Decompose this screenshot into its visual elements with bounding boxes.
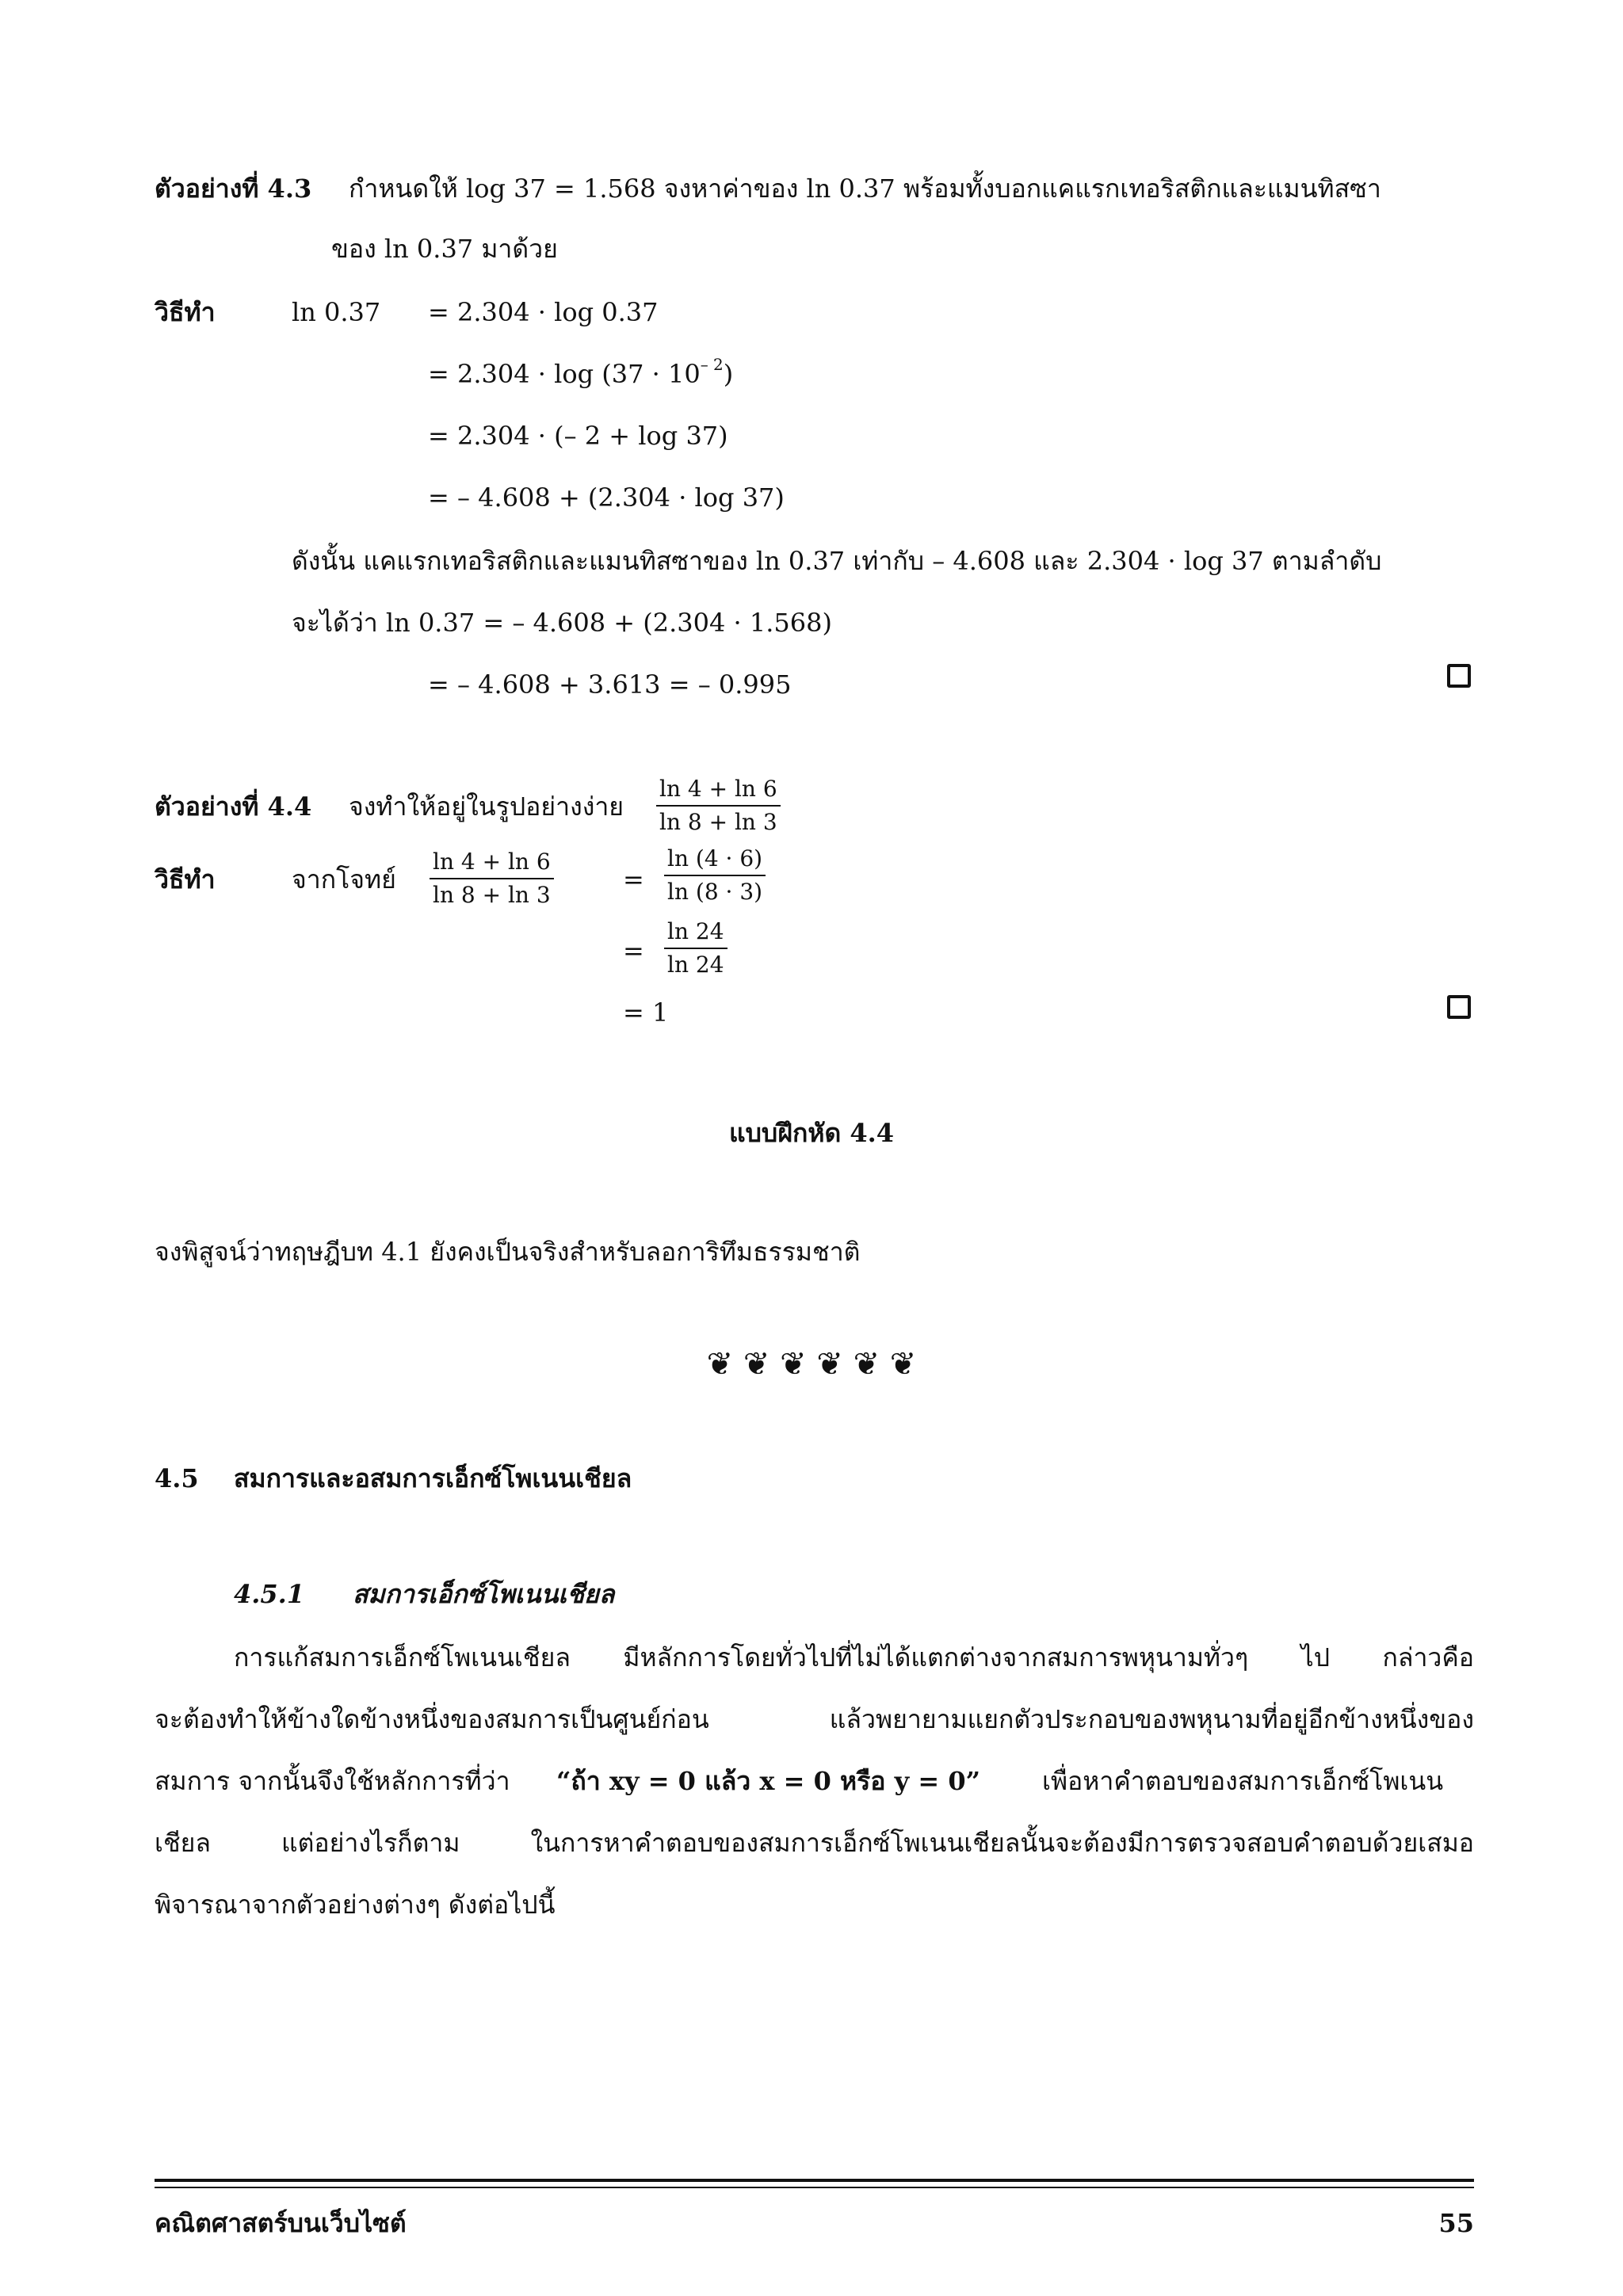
example-4-3-solution-label: วิธีทำ [155,297,216,327]
example-4-4-step1-fraction [664,845,766,905]
exercise-text: จงพิสูจน์ว่าทฤษฎีบท 4.1 ยังคงเป็นจริงสำหรับลอการิทึมธรรมชาติ [155,1237,861,1267]
example-4-3-statement-line1: กำหนดให้ log 37 = 1.568 จงหาค่าของ ln 0.37 พร้อมทั้งบอกแคแรกเทอริสติกและแมนทิสซา [349,174,1381,204]
example-4-3-step3: = 2.304 · (– 2 + log 37) [428,421,728,451]
example-4-4-from-text: จากโจทย์ [292,864,396,894]
example-4-3-conclusion: ดังนั้น แคแรกเทอริสติกและแมนทิสซาของ ln 0.37 เท่ากับ – 4.608 และ 2.304 · log 37 ตามลำดับ [292,546,1382,576]
qed-box-icon [1447,664,1471,688]
example-4-3-result-line1: จะได้ว่า ln 0.37 = – 4.608 + (2.304 · 1.568) [292,608,832,638]
example-4-3-statement-line2: ของ ln 0.37 มาด้วย [331,234,558,264]
example-4-3-result-line2: = – 4.608 + 3.613 = – 0.995 [428,669,792,700]
footer-rule-thick [155,2179,1474,2182]
page-number: 55 [1438,2208,1474,2238]
subsection-number: 4.5.1 [234,1579,305,1609]
ornament-divider: ❦ ❦ ❦ ❦ ❦ ❦ [706,1346,917,1383]
fraction-denominator: ln 8 + ln 3 [659,809,777,835]
step2-exponent: – 2 [700,355,724,374]
given-denominator: ln 8 + ln 3 [433,882,551,908]
section-number: 4.5 [155,1463,199,1493]
example-4-3-lhs: ln 0.37 [292,297,381,327]
qed-box-icon [1447,995,1471,1019]
paragraph-line-3c: เพื่อหาคำตอบของสมการเอ็กซ์โพเนน [1042,1766,1444,1796]
example-4-4-step2-fraction [664,918,727,978]
section-title: สมการและอสมการเอ็กซ์โพเนนเชียล [234,1463,632,1493]
step2-denominator: ln 24 [667,952,724,978]
step2-base: = 2.304 · log (37 · 10 [428,359,701,389]
example-4-4-title: ตัวอย่างที่ 4.4 [155,791,312,822]
example-4-4-equals-1: = [623,864,644,894]
example-4-4-equals-2: = [623,936,644,966]
step2-close: ) [723,359,734,389]
subsection-title: สมการเอ็กซ์โพเนนเชียล [353,1579,615,1609]
step2-numerator: ln 24 [664,921,727,949]
paragraph-line-1: การแก้สมการเอ็กซ์โพเนนเชียล มีหลักการโดยทั่วไปที่ไม่ได้แตกต่างจากสมการพหุนามทั่วๆ ไป กล่าวคือ [234,1642,1474,1672]
example-4-4-step3: = 1 [623,997,669,1028]
example-4-4-given-fraction [430,851,554,906]
step1-numerator: ln (4 · 6) [664,848,766,876]
paragraph-line-3a: สมการ จากนั้นจึงใช้หลักการที่ว่า [155,1766,510,1796]
step1-denominator: ln (8 · 3) [667,879,763,905]
example-4-3-step2 [428,355,734,389]
paragraph-line-3-rule: “ถ้า xy = 0 แล้ว x = 0 หรือ y = 0” [556,1766,980,1796]
given-numerator: ln 4 + ln 6 [430,851,554,879]
example-4-3-title: ตัวอย่างที่ 4.3 [155,174,312,204]
example-4-4-fraction [656,778,781,833]
example-4-3-step4: = – 4.608 + (2.304 · log 37) [428,482,785,513]
footer-title: คณิตศาสตร์บนเว็บไซต์ [155,2208,407,2238]
paragraph-line-4: เชียล แต่อย่างไรก็ตาม ในการหาคำตอบของสมการเอ็กซ์โพเนนเชียลนั้นจะต้องมีการตรวจสอบคำตอบด้วยเสมอ [155,1828,1474,1858]
footer-rule-thin [155,2187,1474,2188]
example-4-4-prompt: จงทำให้อยู่ในรูปอย่างง่าย [349,791,624,822]
example-4-3-step1: = 2.304 · log 0.37 [428,297,659,327]
exercise-heading: แบบฝึกหัด 4.4 [728,1118,895,1148]
paragraph-line-5: พิจารณาจากตัวอย่างต่างๆ ดังต่อไปนี้ [155,1890,556,1920]
paragraph-line-2: จะต้องทำให้ข้างใดข้างหนึ่งของสมการเป็นศูนย์ก่อน แล้วพยายามแยกตัวประกอบของพหุนามที่อยู่อีกข้างหนึ่งของ [155,1704,1474,1734]
example-4-4-solution-label: วิธีทำ [155,864,216,894]
fraction-numerator: ln 4 + ln 6 [656,778,781,807]
